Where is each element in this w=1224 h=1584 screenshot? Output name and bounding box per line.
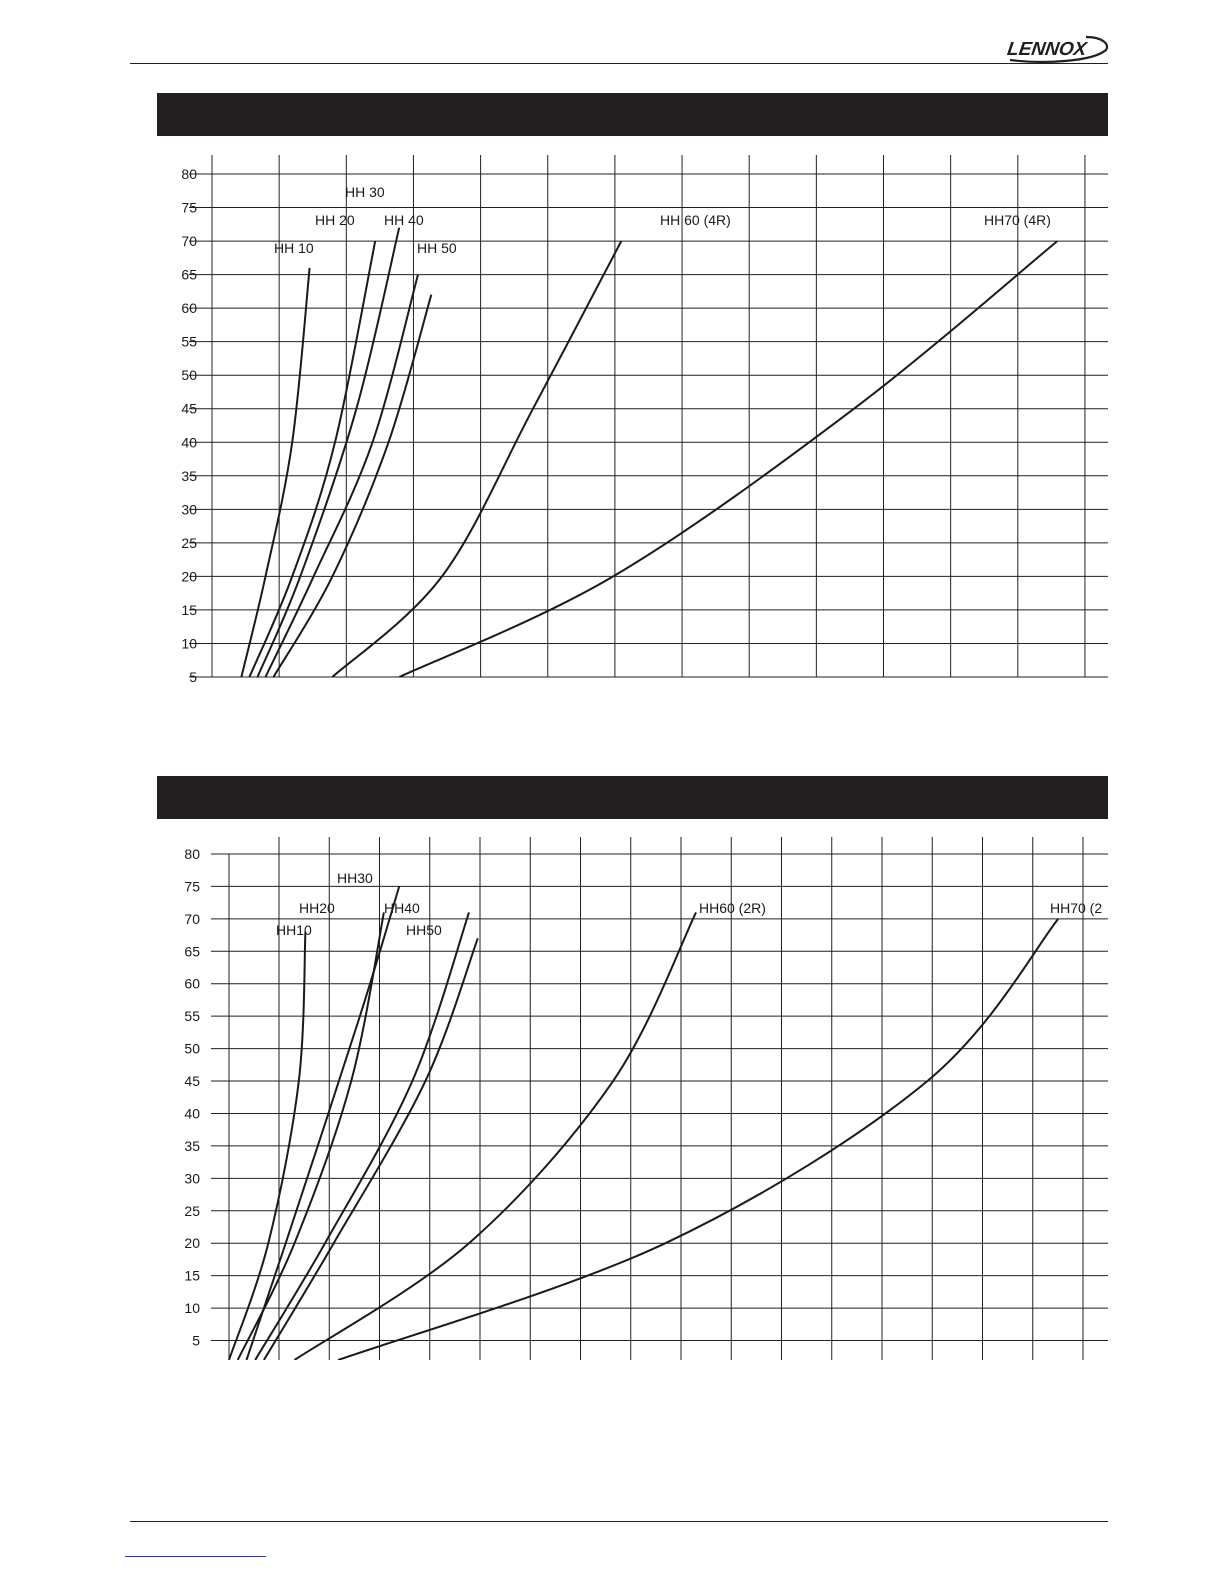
series-label: HH 30 — [345, 184, 385, 200]
series-label: HH70 (2 — [1050, 900, 1103, 916]
y-tick-label: 20 — [184, 1235, 200, 1252]
y-tick-label: 45 — [181, 400, 197, 417]
series-label: HH60 (2R) — [699, 900, 766, 916]
series-curve-hh50 — [274, 295, 432, 677]
series-label: HH 60 (4R) — [660, 212, 731, 228]
y-tick-label: 25 — [184, 1202, 200, 1219]
logo-wordmark: LENNOX — [1005, 39, 1088, 60]
header-divider — [130, 63, 1108, 64]
lennox-logo — [1002, 30, 1112, 66]
section-bar-2 — [157, 776, 1108, 819]
series-curve-hh20 — [238, 912, 384, 1360]
y-tick-label: 75 — [181, 199, 197, 216]
y-tick-label: 65 — [184, 943, 200, 960]
series-label: HH 10 — [274, 240, 314, 256]
y-tick-label: 50 — [181, 367, 197, 384]
footer-divider — [130, 1521, 1108, 1522]
y-tick-label: 15 — [181, 601, 197, 618]
section-bar-1 — [157, 93, 1108, 136]
y-tick-label: 50 — [184, 1040, 200, 1057]
chart-4-row — [0, 150, 1224, 690]
series-curve-hh70-4r- — [399, 241, 1057, 677]
series-label: HH10 — [276, 922, 312, 938]
series-label: HH 40 — [384, 212, 424, 228]
footer-link-underline — [125, 1556, 266, 1557]
y-tick-label: 35 — [184, 1137, 200, 1154]
series-curve-hh60-4r- — [332, 241, 621, 677]
y-tick-label: 60 — [181, 300, 197, 317]
series-curve-hh60-2r- — [295, 912, 697, 1360]
series-label: HH 50 — [417, 240, 457, 256]
y-tick-label: 65 — [181, 266, 197, 283]
y-tick-label: 80 — [184, 846, 200, 862]
y-tick-label: 70 — [184, 910, 200, 927]
series-curve-hh50 — [264, 938, 478, 1360]
y-tick-label: 15 — [184, 1267, 200, 1284]
y-tick-label: 40 — [184, 1105, 200, 1122]
y-tick-label: 35 — [181, 467, 197, 484]
y-tick-label: 20 — [181, 568, 197, 585]
series-label: HH30 — [337, 870, 373, 886]
y-tick-label: 5 — [192, 1332, 200, 1349]
y-tick-label: 30 — [181, 501, 197, 518]
series-label: HH50 — [406, 922, 442, 938]
series-label: HH 20 — [315, 212, 355, 228]
y-tick-label: 5 — [189, 669, 197, 685]
y-tick-label: 30 — [184, 1170, 200, 1187]
y-tick-label: 80 — [181, 166, 197, 182]
series-curve-hh40 — [255, 912, 469, 1360]
y-tick-label: 10 — [184, 1300, 200, 1317]
series-label: HH40 — [384, 900, 420, 916]
y-tick-label: 75 — [184, 878, 200, 895]
y-tick-label: 45 — [184, 1073, 200, 1090]
series-label: HH70 (4R) — [984, 212, 1051, 228]
y-tick-label: 70 — [181, 233, 197, 250]
y-tick-label: 40 — [181, 434, 197, 451]
y-tick-label: 60 — [184, 975, 200, 992]
chart-2-row — [0, 832, 1224, 1372]
y-tick-label: 25 — [181, 534, 197, 551]
y-tick-label: 10 — [181, 635, 197, 652]
y-tick-label: 55 — [181, 333, 197, 350]
y-tick-label: 55 — [184, 1008, 200, 1025]
series-label: HH20 — [299, 900, 335, 916]
